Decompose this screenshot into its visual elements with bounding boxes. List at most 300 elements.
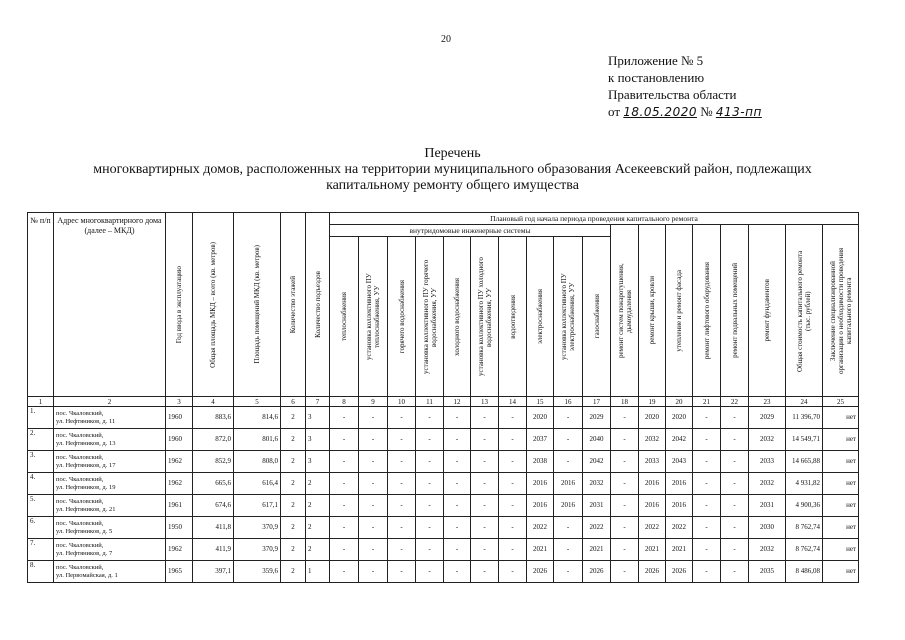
- th-foundation: [749, 225, 786, 397]
- th-lift: [693, 225, 721, 397]
- appendix-line-3: Правительства области: [608, 87, 737, 102]
- page-number: 20: [441, 34, 451, 45]
- cell-floors: 2: [281, 517, 306, 539]
- title-line-3: капитальному ремонту общего имущества: [326, 178, 579, 193]
- cell-year: 1965: [166, 561, 193, 583]
- th-cold-water-text: холодного водоснабжения: [453, 277, 461, 356]
- th-facade-text: утепление и ремонт фасада: [675, 269, 683, 352]
- cell-c12: -: [444, 473, 471, 495]
- colnum: 24: [786, 397, 823, 407]
- cell-c23: 2032: [749, 473, 786, 495]
- appendix-no-sign: №: [700, 104, 713, 119]
- cell-floors: 2: [281, 429, 306, 451]
- th-cold-water: [444, 237, 471, 397]
- address-line: ул. Нефтяников, д. 13: [56, 439, 116, 447]
- cell-c20: 2026: [666, 561, 693, 583]
- address-line: пос. Чкаловский,: [56, 475, 104, 483]
- cell-address: [54, 517, 166, 539]
- cell-c9: -: [359, 407, 388, 429]
- cell-ent: 1: [306, 561, 330, 583]
- cell-c10: -: [388, 407, 416, 429]
- cell-year: 1962: [166, 451, 193, 473]
- cell-c15: 2016: [527, 473, 554, 495]
- cell-c17: 2042: [583, 451, 611, 473]
- th-year-text: Год ввода в эксплуатацию: [175, 265, 183, 344]
- cell-c19: 2020: [639, 407, 666, 429]
- cell-c8: -: [330, 495, 359, 517]
- table-body: [28, 407, 859, 583]
- cell-c19: 2016: [639, 495, 666, 517]
- cell-floors: 2: [281, 495, 306, 517]
- cell-c11: -: [416, 473, 444, 495]
- cell-c9: -: [359, 495, 388, 517]
- th-fire-text: ремонт систем пожаротушения, дымоудаления: [616, 263, 633, 358]
- cell-floors: 2: [281, 451, 306, 473]
- table-row: [28, 451, 859, 473]
- cell-c23: 2030: [749, 517, 786, 539]
- th-heat-meter: [359, 237, 388, 397]
- colnum: 22: [721, 397, 749, 407]
- cell-c17: 2021: [583, 539, 611, 561]
- cell-c13: -: [471, 407, 499, 429]
- th-premises-area: [234, 213, 281, 397]
- th-roof: [639, 225, 666, 397]
- colnum: 17: [583, 397, 611, 407]
- cell-ent: 2: [306, 517, 330, 539]
- cell-c18: -: [611, 407, 639, 429]
- cell-address: [54, 451, 166, 473]
- cell-c17: 2029: [583, 407, 611, 429]
- table-row: [28, 429, 859, 451]
- cell-c22: -: [721, 451, 749, 473]
- cell-c21: -: [693, 407, 721, 429]
- cell-c19: 2021: [639, 539, 666, 561]
- cell-total: 872,0: [193, 429, 234, 451]
- cell-year: 1962: [166, 473, 193, 495]
- cell-c18: -: [611, 495, 639, 517]
- th-year: [166, 213, 193, 397]
- colnum: 12: [444, 397, 471, 407]
- cell-c18: -: [611, 539, 639, 561]
- cell-c17: 2022: [583, 517, 611, 539]
- address-line: пос. Чкаловский,: [56, 563, 104, 571]
- cell-no: 6.: [28, 517, 54, 539]
- colnum: 5: [234, 397, 281, 407]
- cell-c13: -: [471, 473, 499, 495]
- cell-c14: -: [499, 473, 527, 495]
- cell-c21: -: [693, 517, 721, 539]
- cell-c22: -: [721, 429, 749, 451]
- cell-c15: 2022: [527, 517, 554, 539]
- address-line: пос. Чкаловский,: [56, 431, 104, 439]
- appendix-date-line: [608, 103, 762, 121]
- cell-c9: -: [359, 517, 388, 539]
- colnum: 23: [749, 397, 786, 407]
- cell-c17: 2032: [583, 473, 611, 495]
- colnum: 7: [306, 397, 330, 407]
- cell-floors: 2: [281, 561, 306, 583]
- th-hot-water-text: горячего водоснабжения: [397, 279, 406, 354]
- address-line: ул. Нефтяников, д. 17: [56, 461, 116, 469]
- th-total-area-text: Общая площадь МКД – всего (кв. метров): [209, 241, 217, 368]
- cell-c15: 2016: [527, 495, 554, 517]
- th-cost: [786, 225, 823, 397]
- cell-c16: -: [554, 407, 583, 429]
- cell-c21: -: [693, 495, 721, 517]
- title-line-1: Перечень: [424, 146, 481, 161]
- table-row: [28, 473, 859, 495]
- cell-c19: 2026: [639, 561, 666, 583]
- th-gas: [583, 237, 611, 397]
- cell-c17: 2031: [583, 495, 611, 517]
- cell-c9: -: [359, 473, 388, 495]
- cell-c8: -: [330, 429, 359, 451]
- cell-c9: -: [359, 429, 388, 451]
- th-cold-meter: [471, 237, 499, 397]
- th-fire: [611, 225, 639, 397]
- cell-c15: 2021: [527, 539, 554, 561]
- column-numbers-row: [28, 397, 859, 407]
- cell-no: 7.: [28, 539, 54, 561]
- cell-c16: -: [554, 561, 583, 583]
- cell-c16: -: [554, 517, 583, 539]
- cell-address: [54, 407, 166, 429]
- cell-total: 397,1: [193, 561, 234, 583]
- address-line: пос. Чкаловский,: [56, 519, 104, 527]
- cell-prem: 617,1: [234, 495, 281, 517]
- cell-c14: -: [499, 495, 527, 517]
- appendix-date: 18.05.2020: [623, 105, 697, 119]
- cell-prem: 370,9: [234, 539, 281, 561]
- cell-total: 665,6: [193, 473, 234, 495]
- cell-c22: -: [721, 407, 749, 429]
- cell-total: 883,6: [193, 407, 234, 429]
- cell-year: 1950: [166, 517, 193, 539]
- table-row: [28, 561, 859, 583]
- cell-total: 411,9: [193, 539, 234, 561]
- address-line: ул. Нефтяников, д. 19: [56, 483, 116, 491]
- title-line-2: многоквартирных домов, расположенных на территории муниципального образования Асекеевский район, подлежащих: [93, 162, 812, 177]
- th-floors: [281, 213, 306, 397]
- th-heat-text: теплоснабжения: [340, 292, 348, 341]
- cell-c18: -: [611, 451, 639, 473]
- th-electric-text: электроснабжения: [536, 288, 544, 344]
- cell-c8: -: [330, 517, 359, 539]
- table-row: [28, 407, 859, 429]
- cell-concl: нет: [823, 495, 859, 517]
- cell-concl: нет: [823, 473, 859, 495]
- cell-total: 411,8: [193, 517, 234, 539]
- cell-cost: 4 931,82: [786, 473, 823, 495]
- cell-c20: 2043: [666, 451, 693, 473]
- cell-c11: -: [416, 407, 444, 429]
- cell-c10: -: [388, 517, 416, 539]
- cell-c19: 2016: [639, 473, 666, 495]
- cell-no: 8.: [28, 561, 54, 583]
- cell-c15: 2037: [527, 429, 554, 451]
- cell-c13: -: [471, 539, 499, 561]
- cell-c18: -: [611, 429, 639, 451]
- cell-ent: 3: [306, 407, 330, 429]
- cell-c8: -: [330, 407, 359, 429]
- cell-c19: 2022: [639, 517, 666, 539]
- cell-cost: 8 762,74: [786, 517, 823, 539]
- cell-c15: 2026: [527, 561, 554, 583]
- appendix-block: [608, 52, 762, 121]
- cell-c12: -: [444, 561, 471, 583]
- cell-c8: -: [330, 473, 359, 495]
- cell-c9: -: [359, 561, 388, 583]
- address-line: ул. Нефтяников, д. 21: [56, 505, 116, 513]
- th-heat-meter-text: установка коллективного ПУ теплоснабжения, УУ: [365, 273, 381, 360]
- cell-prem: 359,6: [234, 561, 281, 583]
- colnum: 8: [330, 397, 359, 407]
- colnum: 20: [666, 397, 693, 407]
- cell-year: 1960: [166, 407, 193, 429]
- th-total-area: [193, 213, 234, 397]
- cell-c23: 2029: [749, 407, 786, 429]
- cell-ent: 3: [306, 429, 330, 451]
- th-basement: [721, 225, 749, 397]
- cell-c12: -: [444, 407, 471, 429]
- cell-no: 4.: [28, 473, 54, 495]
- cell-c16: -: [554, 539, 583, 561]
- cell-concl: нет: [823, 539, 859, 561]
- cell-no: 2.: [28, 429, 54, 451]
- cell-c23: 2035: [749, 561, 786, 583]
- appendix-number: 413-пп: [715, 105, 762, 119]
- cell-c16: -: [554, 451, 583, 473]
- cell-c14: -: [499, 451, 527, 473]
- colnum: 1: [28, 397, 54, 407]
- cell-c11: -: [416, 429, 444, 451]
- cell-c20: 2022: [666, 517, 693, 539]
- cell-c22: -: [721, 561, 749, 583]
- cell-total: 674,6: [193, 495, 234, 517]
- cell-prem: 370,9: [234, 517, 281, 539]
- th-elec-meter-text: установка коллективного ПУ электроснабжения, УУ: [560, 273, 576, 360]
- colnum: 18: [611, 397, 639, 407]
- cell-c11: -: [416, 451, 444, 473]
- th-gas-text: газоснабжения: [592, 294, 601, 339]
- cell-no: 1.: [28, 407, 54, 429]
- th-roof-text: ремонт крыши, кровли: [648, 276, 656, 345]
- colnum: 25: [823, 397, 859, 407]
- cell-c8: -: [330, 539, 359, 561]
- cell-c10: -: [388, 429, 416, 451]
- cell-cost: 8 762,74: [786, 539, 823, 561]
- cell-cost: 4 900,36: [786, 495, 823, 517]
- cell-c19: 2033: [639, 451, 666, 473]
- appendix-prefix: от: [608, 104, 621, 119]
- cell-floors: 2: [281, 473, 306, 495]
- cell-c20: 2021: [666, 539, 693, 561]
- cell-c23: 2032: [749, 539, 786, 561]
- cell-c22: -: [721, 495, 749, 517]
- colnum: 6: [281, 397, 306, 407]
- cell-cost: 14 549,71: [786, 429, 823, 451]
- address-line: пос. Чкаловский,: [56, 453, 104, 461]
- address-line: ул. Нефтяников, д. 5: [56, 527, 113, 535]
- th-drainage-text: водоотведения: [508, 294, 517, 339]
- cell-c12: -: [444, 451, 471, 473]
- table-row: [28, 539, 859, 561]
- cell-concl: нет: [823, 429, 859, 451]
- cell-c21: -: [693, 473, 721, 495]
- th-premises-area-text: Площадь помещений МКД (кв. метров): [253, 245, 261, 364]
- address-line: ул. Нефтяников, д. 11: [56, 417, 116, 425]
- cell-c13: -: [471, 495, 499, 517]
- cell-c10: -: [388, 473, 416, 495]
- cell-address: [54, 539, 166, 561]
- cell-prem: 814,6: [234, 407, 281, 429]
- cell-c11: -: [416, 539, 444, 561]
- cell-address: [54, 473, 166, 495]
- cell-c12: -: [444, 517, 471, 539]
- cell-c9: -: [359, 451, 388, 473]
- cell-c15: 2020: [527, 407, 554, 429]
- cell-c12: -: [444, 495, 471, 517]
- cell-address: [54, 495, 166, 517]
- cell-concl: нет: [823, 561, 859, 583]
- colnum: 2: [54, 397, 166, 407]
- cell-address: [54, 429, 166, 451]
- cell-ent: 2: [306, 495, 330, 517]
- th-hot-meter-text: установка коллективного ПУ горячего водоснабжения, УУ: [421, 259, 438, 374]
- cell-c21: -: [693, 539, 721, 561]
- cell-year: 1961: [166, 495, 193, 517]
- cell-c20: 2016: [666, 495, 693, 517]
- colnum: 15: [527, 397, 554, 407]
- cell-c22: -: [721, 473, 749, 495]
- cell-c21: -: [693, 561, 721, 583]
- cell-c14: -: [499, 561, 527, 583]
- repair-table: [27, 212, 859, 583]
- cell-c23: 2031: [749, 495, 786, 517]
- address-line: пос. Чкаловский,: [56, 541, 104, 549]
- cell-floors: 2: [281, 539, 306, 561]
- colnum: 3: [166, 397, 193, 407]
- cell-ent: 2: [306, 473, 330, 495]
- cell-c14: -: [499, 539, 527, 561]
- colnum: 11: [416, 397, 444, 407]
- cell-no: 5.: [28, 495, 54, 517]
- th-electric: [527, 237, 554, 397]
- cell-c11: -: [416, 495, 444, 517]
- colnum: 21: [693, 397, 721, 407]
- cell-c10: -: [388, 451, 416, 473]
- th-cold-meter-text: установка коллективного ПУ холодного водоснабжения, УУ: [476, 257, 493, 376]
- cell-c22: -: [721, 517, 749, 539]
- table-row: [28, 517, 859, 539]
- th-eng-group: внутридомовые инженерные системы: [330, 225, 611, 237]
- th-address: Адрес многоквартирного дома (далее – МКД): [54, 213, 166, 397]
- cell-c12: -: [444, 429, 471, 451]
- cell-c10: -: [388, 495, 416, 517]
- cell-ent: 2: [306, 539, 330, 561]
- cell-c20: 2020: [666, 407, 693, 429]
- cell-c16: -: [554, 429, 583, 451]
- cell-prem: 616,4: [234, 473, 281, 495]
- th-entrances-text: Количество подъездов: [313, 271, 322, 338]
- document-title: [20, 146, 885, 194]
- cell-c10: -: [388, 561, 416, 583]
- cell-c11: -: [416, 517, 444, 539]
- colnum: 16: [554, 397, 583, 407]
- appendix-line-1: Приложение № 5: [608, 53, 704, 68]
- cell-c14: -: [499, 517, 527, 539]
- cell-concl: нет: [823, 517, 859, 539]
- th-elec-meter: [554, 237, 583, 397]
- th-conclusion: [823, 225, 859, 397]
- th-floors-text: Количество этажей: [289, 275, 297, 334]
- cell-c16: 2016: [554, 473, 583, 495]
- cell-c8: -: [330, 561, 359, 583]
- cell-c13: -: [471, 561, 499, 583]
- th-hot-meter: [416, 237, 444, 397]
- cell-c17: 2040: [583, 429, 611, 451]
- cell-c13: -: [471, 517, 499, 539]
- th-heat: [330, 237, 359, 397]
- cell-cost: 11 396,70: [786, 407, 823, 429]
- table-row: [28, 495, 859, 517]
- colnum: 14: [499, 397, 527, 407]
- cell-c15: 2038: [527, 451, 554, 473]
- cell-c16: 2016: [554, 495, 583, 517]
- cell-no: 3.: [28, 451, 54, 473]
- cell-c20: 2016: [666, 473, 693, 495]
- th-lift-text: ремонт лифтового оборудования: [702, 261, 711, 360]
- cell-year: 1962: [166, 539, 193, 561]
- cell-cost: 14 665,88: [786, 451, 823, 473]
- th-cost-text: Общая стоимость капитального ремонта (тыс. рублей): [796, 249, 812, 372]
- cell-c13: -: [471, 451, 499, 473]
- th-no: № п/п: [28, 213, 54, 397]
- th-conclusion-text: Заключение специализированной организации о необходимости проведения капитального ремонта: [828, 247, 853, 374]
- th-foundation-text: ремонт фундаментов: [763, 279, 771, 342]
- cell-prem: 808,0: [234, 451, 281, 473]
- th-basement-text: ремонт подвальных помещений: [730, 263, 739, 358]
- colnum: 10: [388, 397, 416, 407]
- th-hot-water: [388, 237, 416, 397]
- cell-c14: -: [499, 407, 527, 429]
- cell-c10: -: [388, 539, 416, 561]
- cell-year: 1960: [166, 429, 193, 451]
- address-line: пос. Чкаловский,: [56, 409, 104, 417]
- cell-c21: -: [693, 429, 721, 451]
- cell-c20: 2042: [666, 429, 693, 451]
- colnum: 13: [471, 397, 499, 407]
- address-line: ул. Нефтяников, д. 7: [56, 549, 113, 557]
- cell-total: 852,9: [193, 451, 234, 473]
- cell-concl: нет: [823, 407, 859, 429]
- colnum: 19: [639, 397, 666, 407]
- cell-c19: 2032: [639, 429, 666, 451]
- cell-c22: -: [721, 539, 749, 561]
- cell-c11: -: [416, 561, 444, 583]
- cell-c17: 2026: [583, 561, 611, 583]
- cell-c23: 2033: [749, 451, 786, 473]
- cell-c9: -: [359, 539, 388, 561]
- th-facade: [666, 225, 693, 397]
- cell-c18: -: [611, 473, 639, 495]
- th-drainage: [499, 237, 527, 397]
- cell-c12: -: [444, 539, 471, 561]
- cell-concl: нет: [823, 451, 859, 473]
- cell-c14: -: [499, 429, 527, 451]
- cell-floors: 2: [281, 407, 306, 429]
- colnum: 4: [193, 397, 234, 407]
